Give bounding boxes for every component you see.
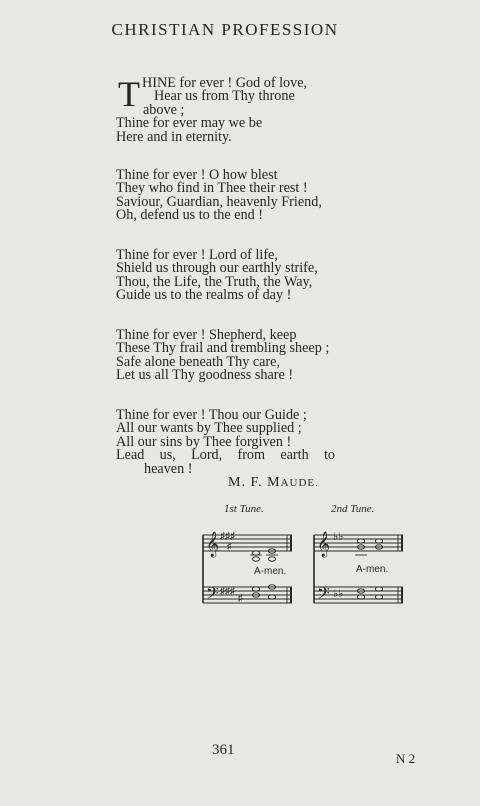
tune-2-label: 2nd Tune. bbox=[331, 503, 375, 515]
printer-signature: N 2 bbox=[396, 751, 416, 766]
word: to bbox=[323, 447, 335, 464]
stanza-line: They who find in Thee their rest ! bbox=[116, 180, 308, 197]
svg-text:♯♯♯: ♯♯♯ bbox=[220, 586, 235, 597]
svg-text:𝄞: 𝄞 bbox=[317, 531, 331, 556]
tune-1-amen-score bbox=[198, 527, 296, 611]
stanza-line: These Thy frail and trembling sheep ; bbox=[116, 340, 330, 357]
stanza-line: Safe alone beneath Thy care, bbox=[116, 353, 280, 370]
stanza-line: Thine for ever may we be bbox=[116, 115, 263, 132]
word: Lead bbox=[116, 447, 145, 464]
stanza-4 bbox=[116, 329, 346, 383]
stanza-line: Thou, the Life, the Truth, the Way, bbox=[116, 273, 313, 290]
stanza-3 bbox=[116, 249, 346, 303]
page-number: 361 bbox=[212, 742, 235, 758]
author-surname: AUDE. bbox=[280, 477, 319, 489]
stanza-line: Shield us through our earthly strife, bbox=[116, 260, 318, 277]
tune-2-amen-score bbox=[309, 527, 407, 611]
stanza-line: Thine for ever ! O how blest bbox=[116, 167, 278, 183]
svg-text:𝄞: 𝄞 bbox=[206, 531, 220, 556]
svg-text:♯: ♯ bbox=[238, 593, 243, 604]
stanza-line: Let us all Thy goodness share ! bbox=[116, 367, 294, 384]
stanza-line: Guide us to the realms of day ! bbox=[116, 287, 292, 304]
stanza-line: Thine for ever ! Thou our Guide ; bbox=[116, 407, 307, 423]
stanza-line: heaven ! bbox=[144, 460, 193, 477]
drop-cap: T bbox=[118, 74, 140, 114]
word: earth bbox=[280, 447, 309, 464]
svg-text:♭♭: ♭♭ bbox=[333, 588, 344, 600]
stanza-line: All our sins by Thee forgiven ! bbox=[116, 433, 292, 450]
svg-text:♯: ♯ bbox=[227, 541, 232, 551]
stanza-line: All our wants by Thee supplied ; bbox=[116, 420, 302, 437]
stanza-line: Hear us from Thy throne bbox=[154, 88, 295, 105]
stanza-line: HINE for ever ! God of love, bbox=[142, 75, 308, 91]
svg-text:𝄢: 𝄢 bbox=[206, 585, 219, 607]
tune-1-label: 1st Tune. bbox=[224, 503, 264, 515]
svg-text:♭♭: ♭♭ bbox=[333, 531, 344, 543]
author-credit bbox=[228, 475, 319, 491]
word: from bbox=[237, 447, 266, 464]
word: Lord, bbox=[191, 447, 223, 464]
author-initials: M. F. M bbox=[228, 475, 281, 490]
stanza-1 bbox=[116, 74, 346, 145]
amen-lyric: A-men. bbox=[254, 566, 287, 577]
svg-text:𝄢: 𝄢 bbox=[317, 585, 330, 607]
amen-lyric: A-men. bbox=[356, 564, 389, 575]
word: us, bbox=[159, 447, 176, 464]
page-header: CHRISTIAN PROFESSION bbox=[111, 20, 339, 39]
stanza-line: Oh, defend us to the end ! bbox=[116, 207, 263, 224]
stanza-line: Thine for ever ! Shepherd, keep bbox=[116, 327, 297, 343]
stanza-line: Saviour, Guardian, heavenly Friend, bbox=[116, 193, 322, 210]
stanza-2 bbox=[116, 169, 346, 223]
stanza-5 bbox=[116, 409, 346, 476]
stanza-line: Here and in eternity. bbox=[116, 128, 232, 145]
stanza-line: above ; bbox=[143, 101, 185, 118]
svg-text:♯♯♯: ♯♯♯ bbox=[220, 531, 235, 542]
stanza-line: Thine for ever ! Lord of life, bbox=[116, 247, 278, 263]
